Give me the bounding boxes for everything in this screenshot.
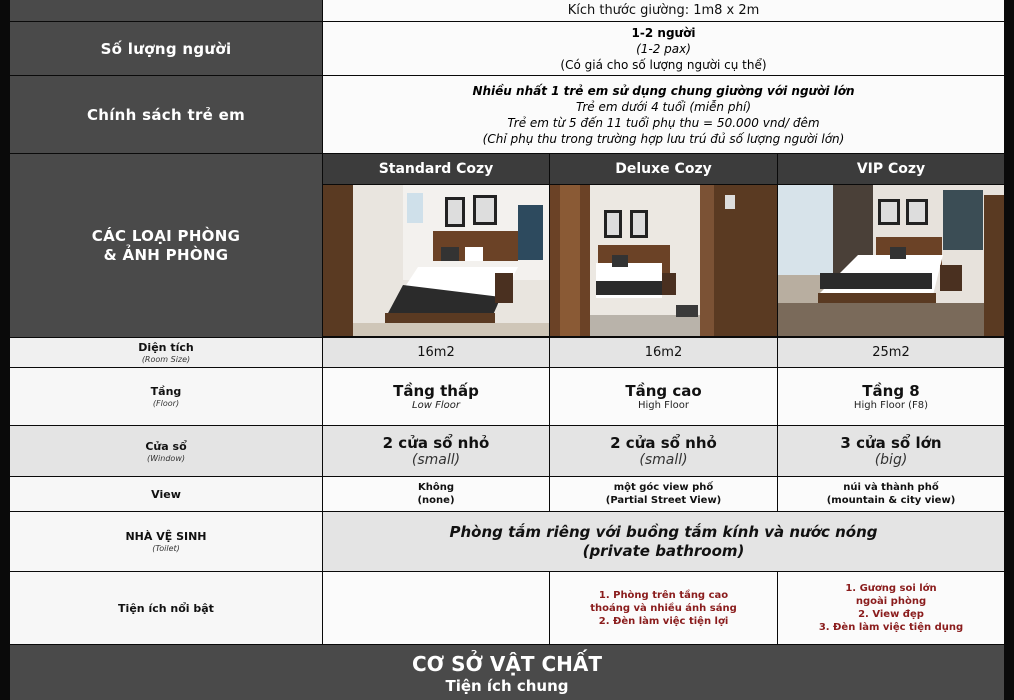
- floor-deluxe-sub: High Floor: [637, 400, 690, 411]
- child-policy-line4: (Chỉ phụ thu trong trường hợp lưu trú đủ số lượng người lớn): [482, 131, 845, 146]
- features-label: Tiện ích nổi bật: [118, 601, 214, 615]
- features-deluxe-line2: thoáng và nhiều ánh sáng: [590, 602, 737, 614]
- toilet-sub: (Toilet): [152, 544, 180, 553]
- people-label: Số lượng người: [100, 39, 232, 58]
- toilet-line1: Phòng tắm riêng với buồng tắm kính và nước nóng: [449, 522, 878, 541]
- area-label-cell: [10, 338, 322, 367]
- window-deluxe-main: 2 cửa sổ nhỏ: [610, 434, 717, 452]
- floor-deluxe-main: Tầng cao: [625, 382, 702, 400]
- people-row: [0, 22, 1014, 75]
- floor-sub: (Floor): [152, 399, 180, 408]
- child-policy-label-cell: [10, 76, 322, 153]
- window-label-cell: [10, 426, 322, 476]
- view-standard-cell: [323, 477, 549, 511]
- child-policy-line2: Trẻ em dưới 4 tuổi (miễn phí): [575, 99, 752, 114]
- room-name-standard: Standard Cozy: [323, 154, 549, 184]
- view-standard-line1: Không: [417, 482, 454, 493]
- window-standard-sub: (small): [411, 452, 461, 468]
- area-standard: 16m2: [417, 345, 455, 360]
- room-photo-standard[interactable]: [323, 185, 549, 336]
- child-policy-label: Chính sách trẻ em: [86, 105, 246, 124]
- toilet-value-cell: [323, 512, 1004, 571]
- features-label-cell: [10, 572, 322, 644]
- facilities-title: CƠ SỞ VẬT CHẤT: [411, 652, 603, 676]
- bed-size-value: Kích thước giường: 1m8 x 2m: [567, 3, 760, 18]
- area-standard-cell: [323, 338, 549, 367]
- floor-standard-sub: Low Floor: [412, 400, 460, 411]
- child-policy-value-cell: [323, 76, 1004, 153]
- window-standard-cell: [323, 426, 549, 476]
- features-deluxe-line3: 2. Đèn làm việc tiện lợi: [598, 615, 729, 627]
- features-vip-line3: 2. View đẹp: [858, 609, 924, 620]
- toilet-label-cell: [10, 512, 322, 571]
- window-vip-sub: (big): [874, 452, 908, 468]
- features-row: [0, 572, 1014, 644]
- view-standard-line2: (none): [417, 495, 455, 506]
- facilities-header-cell: [10, 645, 1004, 700]
- bed-size-value-cell: [323, 0, 1004, 21]
- window-vip-main: 3 cửa sổ lớn: [840, 434, 942, 452]
- area-label: Diện tích: [138, 341, 194, 354]
- floor-label-cell: [10, 368, 322, 425]
- view-label: View: [151, 487, 181, 501]
- view-deluxe-line2: (Partial Street View): [605, 495, 722, 506]
- view-vip-line2: (mountain & city view): [826, 495, 956, 506]
- window-vip-cell: [778, 426, 1004, 476]
- child-policy-line1: Nhiều nhất 1 trẻ em sử dụng chung giường với người lớn: [472, 83, 855, 98]
- features-vip-line1: 1. Gương soi lớn: [845, 583, 937, 594]
- view-deluxe-cell: [550, 477, 777, 511]
- area-deluxe: 16m2: [644, 345, 683, 360]
- floor-standard-main: Tầng thấp: [393, 382, 479, 400]
- floor-vip-main: Tầng 8: [862, 382, 920, 400]
- toilet-label: NHÀ VỆ SINH: [125, 530, 207, 543]
- area-deluxe-cell: [550, 338, 777, 367]
- room-types-label-line1: CÁC LOẠI PHÒNG: [91, 226, 241, 245]
- features-vip-line4: 3. Đèn làm việc tiện dụng: [818, 622, 964, 633]
- window-sub: (Window): [147, 453, 185, 463]
- floor-standard-cell: [323, 368, 549, 425]
- room-photo-deluxe[interactable]: [550, 185, 777, 336]
- area-vip-cell: [778, 338, 1004, 367]
- view-vip-line1: núi và thành phố: [843, 482, 939, 493]
- window-row: [0, 426, 1014, 476]
- toilet-row: [0, 512, 1014, 571]
- view-deluxe-line1: một góc view phố: [613, 482, 714, 493]
- floor-vip-cell: [778, 368, 1004, 425]
- toilet-line2: (private bathroom): [582, 541, 745, 560]
- facilities-header: [0, 645, 1014, 700]
- people-line3: (Có giá cho số lượng người cụ thể): [560, 57, 767, 72]
- window-deluxe-cell: [550, 426, 777, 476]
- floor-deluxe-cell: [550, 368, 777, 425]
- area-row: [0, 338, 1014, 367]
- window-label: Cửa sổ: [145, 439, 187, 453]
- area-vip: 25m2: [872, 345, 910, 360]
- window-standard-main: 2 cửa sổ nhỏ: [382, 434, 490, 452]
- people-value-cell: [323, 22, 1004, 75]
- room-types-label-cell: [10, 154, 322, 337]
- floor-row: [0, 368, 1014, 425]
- view-label-cell: [10, 477, 322, 511]
- room-types-label-line2: & ẢNH PHÒNG: [103, 245, 229, 264]
- room-name-deluxe: Deluxe Cozy: [550, 154, 777, 184]
- bed-size-label-cell: [10, 0, 322, 21]
- features-deluxe-line1: 1. Phòng trên tầng cao: [598, 589, 729, 601]
- features-vip-cell: [778, 572, 1004, 644]
- floor-vip-sub: High Floor (F8): [853, 400, 929, 411]
- room-name-vip: VIP Cozy: [778, 154, 1004, 184]
- window-deluxe-sub: (small): [639, 452, 688, 468]
- view-row: [0, 477, 1014, 511]
- features-deluxe-cell: [550, 572, 777, 644]
- bed-size-row: [0, 0, 1014, 21]
- people-line1: 1-2 người: [631, 25, 696, 40]
- people-label-cell: [10, 22, 322, 75]
- child-policy-line3: Trẻ em từ 5 đến 11 tuổi phụ thu = 50.000 vnd/ đêm: [507, 115, 820, 130]
- floor-label: Tầng: [150, 385, 182, 398]
- facilities-subtitle: Tiện ích chung: [445, 677, 569, 695]
- people-line2: (1-2 pax): [636, 41, 691, 56]
- room-types-row: [0, 154, 1014, 337]
- room-photo-vip[interactable]: [778, 185, 1004, 336]
- view-vip-cell: [778, 477, 1004, 511]
- features-vip-line2: ngoài phòng: [855, 596, 927, 607]
- child-policy-row: [0, 76, 1014, 153]
- features-standard-cell: [323, 572, 549, 644]
- area-sub: (Room Size): [141, 355, 191, 364]
